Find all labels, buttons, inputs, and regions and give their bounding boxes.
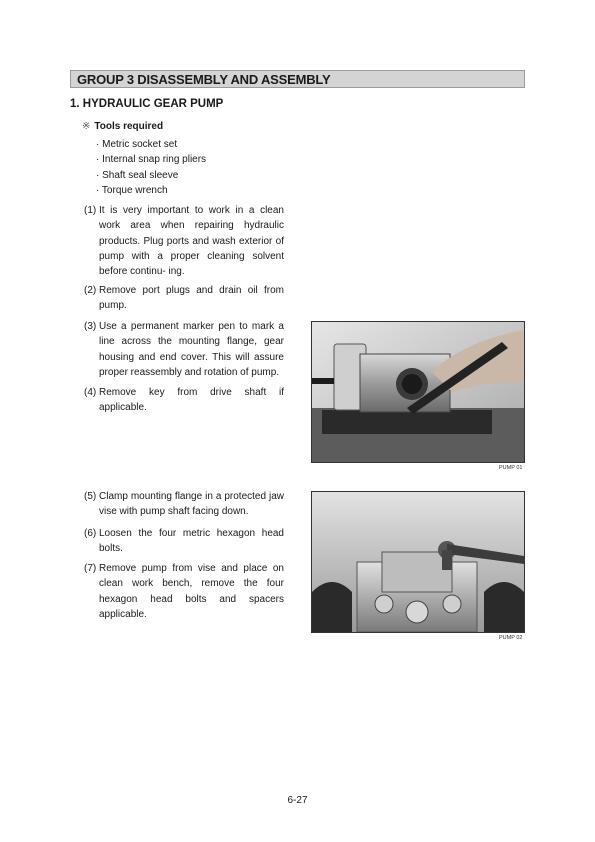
step-number: (3) xyxy=(84,321,97,332)
section-title: 1. HYDRAULIC GEAR PUMP xyxy=(70,98,224,110)
tools-list xyxy=(96,137,206,198)
step-1 xyxy=(84,203,284,279)
step-number: (2) xyxy=(84,285,97,296)
step-text: Remove pump from vise and place on clean work bench, remove the four hexagon head bolts and spacers applicable. xyxy=(99,563,284,620)
tools-heading xyxy=(82,121,163,132)
group-title-bar xyxy=(70,70,525,88)
step-6 xyxy=(84,526,284,557)
page-number: 6-27 xyxy=(287,795,308,806)
step-4 xyxy=(84,385,284,416)
step-7 xyxy=(84,561,284,622)
step-2 xyxy=(84,283,284,314)
tool-item: · Internal snap ring pliers xyxy=(96,154,207,166)
step-number: (5) xyxy=(84,491,97,502)
pump-vise-photo xyxy=(311,491,525,633)
step-text: Clamp mounting flange in a protected jaw vise with pump shaft facing down. xyxy=(99,491,284,518)
figure-caption-1: PUMP 01 xyxy=(499,465,523,471)
reference-mark-icon: ※ xyxy=(82,121,91,132)
step-text: Remove key from drive shaft if applicable. xyxy=(99,387,284,414)
step-number: (7) xyxy=(84,563,97,574)
tool-item: · Torque wrench xyxy=(96,184,168,196)
step-text: Use a permanent marker pen to mark a line across the mounting flange, gear housing and end cover. This will assure proper reassembly and rotation of pump. xyxy=(99,321,284,378)
step-number: (1) xyxy=(84,205,97,216)
step-number: (4) xyxy=(84,387,97,398)
figure-caption-2: PUMP 02 xyxy=(499,635,523,641)
step-5 xyxy=(84,489,284,520)
tool-item: · Metric socket set xyxy=(96,139,178,150)
step-text: Remove port plugs and drain oil from pump. xyxy=(99,285,284,312)
tools-heading-text: Tools required xyxy=(94,121,164,132)
step-text: It is very important to work in a clean work area when repairing hydraulic products. Plug ports and wash exterior of pump with a proper cleaning solvent before continu- ing. xyxy=(99,205,284,278)
group-title: GROUP 3 DISASSEMBLY AND ASSEMBLY xyxy=(77,72,331,87)
step-text: Loosen the four metric hexagon head bolts. xyxy=(99,528,284,555)
pump-marking-photo xyxy=(311,321,525,463)
step-number: (6) xyxy=(84,528,97,539)
step-3 xyxy=(84,319,284,380)
tool-item: · Shaft seal sleeve xyxy=(96,169,179,181)
